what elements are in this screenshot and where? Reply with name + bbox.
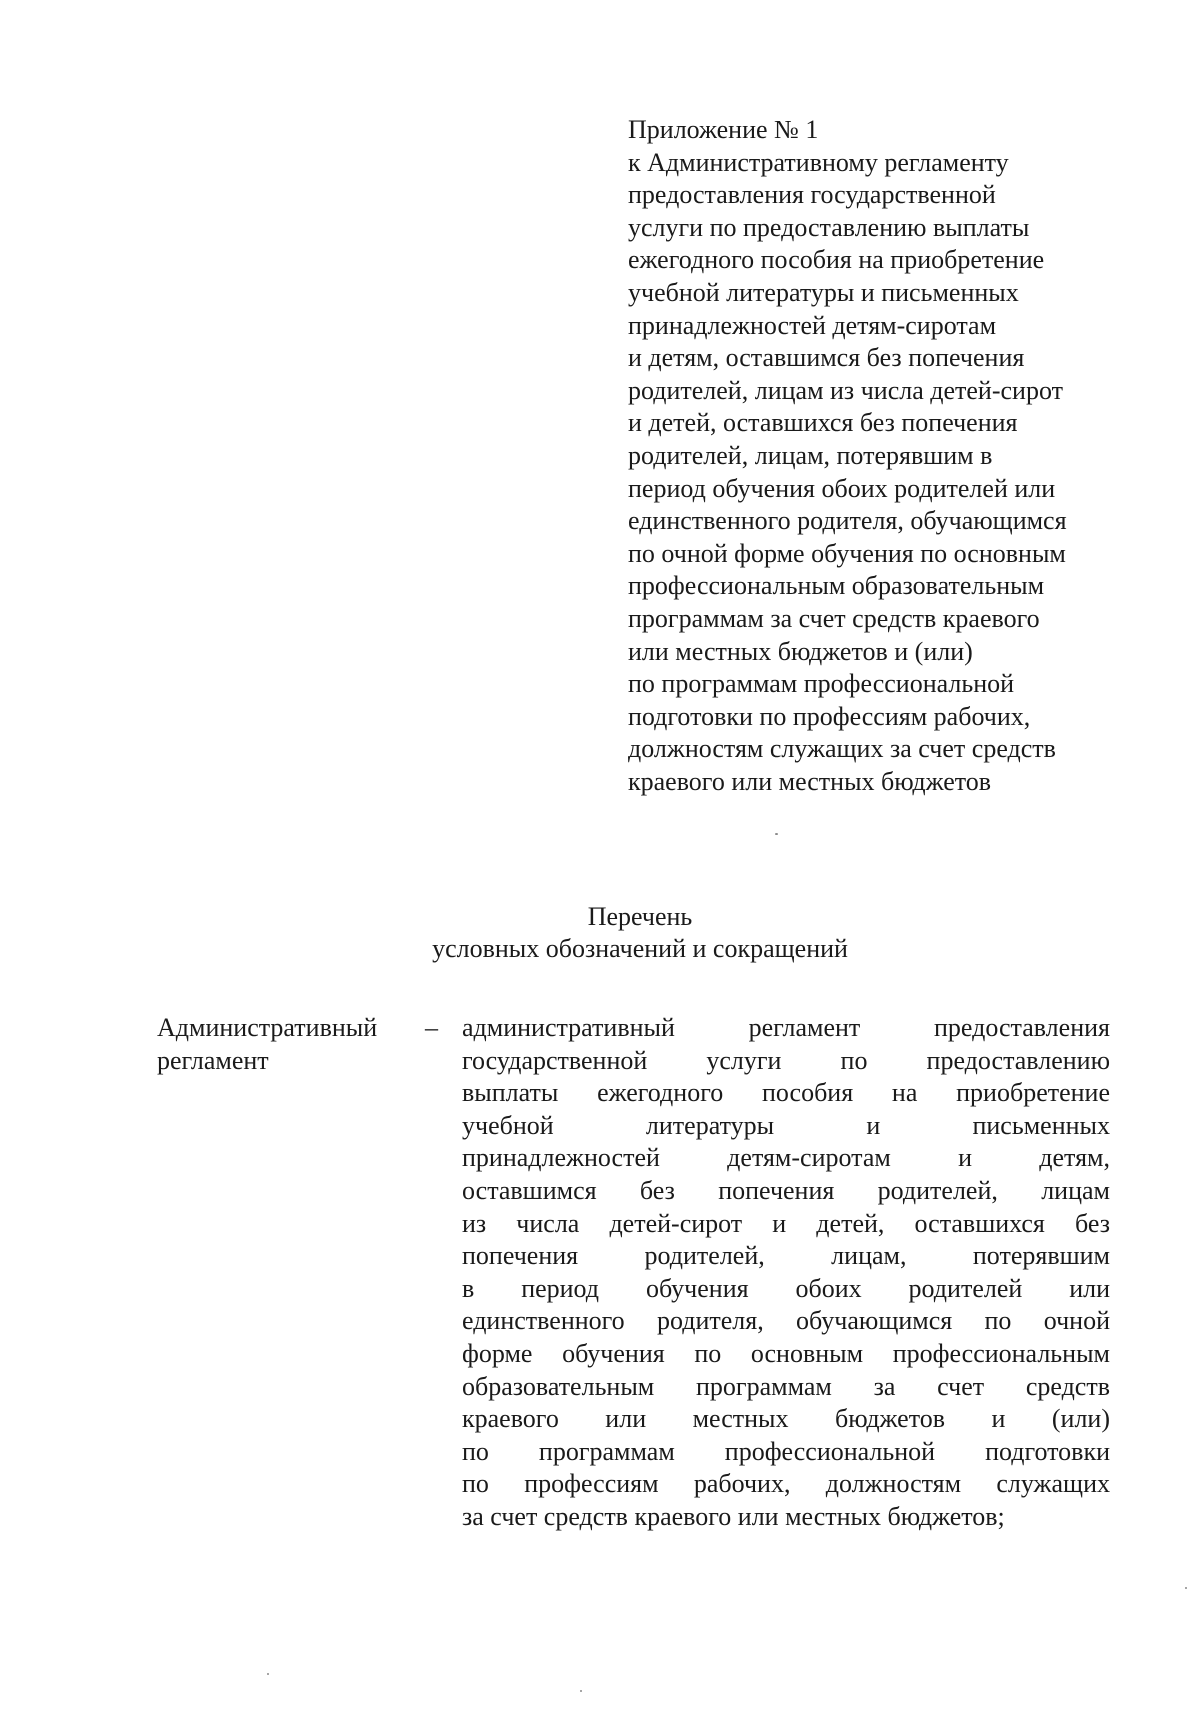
definition-line: краевого или местных бюджетов и (или) [462,1404,1110,1434]
annex-line: услуги по предоставлению выплаты [628,212,1030,242]
definition-line: по профессиям рабочих, должностям служащих [462,1469,1110,1499]
definition-line: выплаты ежегодного пособия на приобретение [462,1078,1110,1108]
entry-definition [462,1012,1110,1534]
annex-header [628,114,1128,798]
entry-dash: – [425,1013,438,1042]
annex-line: должностям служащих за счет средств [628,734,1056,764]
annex-line: краевого или местных бюджетов [628,766,992,796]
definition-line: образовательным программам за счет средств [462,1371,1110,1401]
annex-line: по программам профессиональной [628,669,1015,699]
annex-line: ежегодного пособия на приобретение [628,245,1045,275]
scan-speck [775,833,778,835]
annex-line: подготовки по профессиям рабочих, [628,701,1031,731]
definition-line: попечения родителей, лицам, потерявшим [462,1241,1110,1271]
annex-line: Приложение № 1 [628,115,819,144]
entry-term [157,1012,377,1077]
annex-line: принадлежностей детям-сиротам [628,310,997,340]
scan-speck [267,1673,269,1675]
annex-line: родителей, лицам из числа детей-сирот [628,375,1063,405]
definition-line: форме обучения по основным профессиональным [462,1338,1110,1368]
title-line-2: условных обозначений и сокращений [432,934,848,963]
title-line-1: Перечень [587,902,693,931]
definition-line: оставшимся без попечения родителей, лицам [462,1175,1110,1205]
annex-line: и детей, оставшихся без попечения [628,408,1018,438]
annex-line: профессиональным образовательным [628,571,1045,601]
definition-line: из числа детей-сирот и детей, оставшихся без [462,1208,1110,1238]
annex-line: период обучения обоих родителей или [628,473,1056,503]
definition-line: административный регламент предоставления [462,1013,1110,1042]
annex-line: или местных бюджетов и (или) [628,636,973,666]
definition-line: учебной литературы и письменных [462,1110,1110,1140]
annex-line: единственного родителя, обучающимся [628,506,1067,536]
term-line: Административный [157,1013,378,1042]
definition-line: в период обучения обоих родителей или [462,1273,1110,1303]
term-line: регламент [157,1045,269,1075]
annex-line: программам за счет средств краевого [628,603,1040,633]
annex-line: родителей, лицам, потерявшим в [628,440,993,470]
scan-speck [580,1690,582,1692]
definition-line: единственного родителя, обучающимся по очной [462,1306,1110,1336]
definition-line: принадлежностей детям-сиротам и детям, [462,1143,1110,1173]
definition-line: государственной услуги по предоставлению [462,1045,1110,1075]
annex-line: учебной литературы и письменных [628,277,1019,307]
annex-line: предоставления государственной [628,180,996,210]
definition-line: по программам профессиональной подготовки [462,1436,1110,1466]
annex-line: и детям, оставшимся без попечения [628,343,1025,373]
definition-line: за счет средств краевого или местных бюджетов; [462,1501,1005,1531]
scan-speck [1185,1587,1187,1589]
document-title [0,901,1200,965]
annex-line: по очной форме обучения по основным [628,538,1066,568]
annex-line: к Административному регламенту [628,147,1009,177]
